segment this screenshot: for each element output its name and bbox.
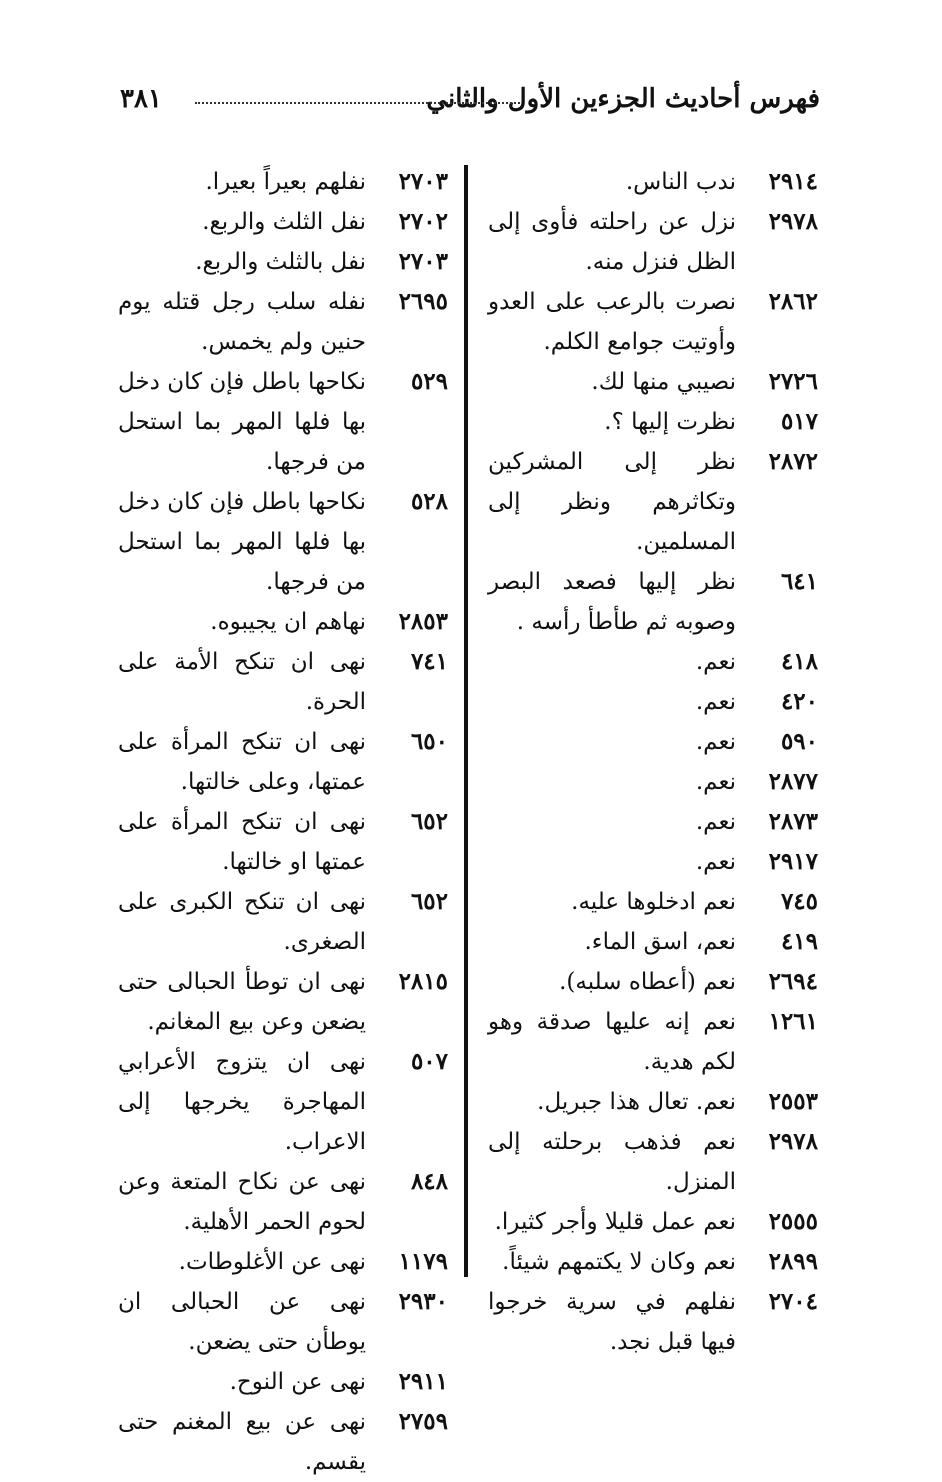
hadith-text: نعم. تعال هذا جبريل. — [537, 1089, 736, 1115]
hadith-number: ٥١٧ — [780, 408, 818, 435]
index-entry — [118, 1162, 448, 1242]
index-entry — [488, 922, 818, 962]
hadith-text: نعم. — [695, 809, 736, 835]
hadith-number: ٢٩٧٨ — [768, 208, 818, 235]
page-number: ٣٨١ — [120, 84, 162, 114]
index-entry — [488, 802, 818, 842]
hadith-text: نظرت إليها ؟. — [604, 409, 736, 435]
index-entry — [488, 1002, 818, 1082]
index-entry — [118, 1282, 448, 1362]
hadith-text: نفلهم بعيراً بعيرا. — [205, 169, 366, 195]
hadith-text: نهى ان تنكح الكبرى على الصغرى. — [118, 889, 366, 955]
index-entry — [118, 882, 448, 962]
index-entry — [488, 842, 818, 882]
hadith-number: ٦٥٠ — [410, 728, 448, 755]
hadith-number: ٥٢٩ — [410, 368, 448, 395]
hadith-text: نهى ان توطأ الحبالى حتى يضعن وعن بيع المغانم. — [118, 969, 366, 1035]
hadith-number: ٢٨٩٩ — [768, 1248, 818, 1275]
hadith-number: ٢٨٧٣ — [768, 808, 818, 835]
index-entry — [118, 282, 448, 362]
index-entry — [488, 1282, 818, 1362]
hadith-number: ٧٤١ — [410, 648, 448, 675]
hadith-number: ١٢٦١ — [768, 1008, 818, 1035]
hadith-text: نعم. — [695, 849, 736, 875]
hadith-text: نهى عن الأغلوطات. — [178, 1249, 366, 1275]
hadith-number: ٢٧٠٣ — [398, 168, 448, 195]
column-divider — [464, 165, 468, 1277]
index-entry — [118, 1242, 448, 1282]
index-entry — [488, 1242, 818, 1282]
index-entry — [118, 482, 448, 602]
hadith-text: نعم إنه عليها صدقة وهو لكم هدية. — [488, 1009, 736, 1075]
hadith-text: نهى ان تنكح المرأة على عمتها او خالتها. — [118, 809, 366, 875]
hadith-text: نعم. — [695, 729, 736, 755]
hadith-number: ٢٧٠٣ — [398, 248, 448, 275]
hadith-text: نعم عمل قليلا وأجر كثيرا. — [494, 1209, 736, 1235]
hadith-number: ٤١٩ — [780, 928, 818, 955]
hadith-text: نفله سلب رجل قتله يوم حنين ولم يخمس. — [118, 289, 366, 355]
hadith-text: ندب الناس. — [625, 169, 736, 195]
index-entry — [118, 642, 448, 722]
index-entry — [118, 242, 448, 282]
hadith-number: ٦٥٢ — [410, 808, 448, 835]
index-entry — [488, 682, 818, 722]
index-entry — [488, 642, 818, 682]
hadith-number: ٧٤٥ — [780, 888, 818, 915]
index-entry — [488, 762, 818, 802]
hadith-text: نفل الثلث والربع. — [202, 209, 366, 235]
hadith-number: ٢٥٥٥ — [768, 1208, 818, 1235]
index-entry — [488, 562, 818, 642]
hadith-number: ٤٢٠ — [780, 688, 818, 715]
index-entry — [118, 1402, 448, 1482]
hadith-text: نظر إليها فصعد البصر وصوبه ثم طأطأ رأسه . — [488, 569, 736, 635]
index-entry — [488, 162, 818, 202]
header-dotted-leader — [195, 102, 520, 104]
hadith-number: ٢٧٠٤ — [768, 1288, 818, 1315]
index-entry — [118, 1362, 448, 1402]
hadith-number: ٢٩١٤ — [768, 168, 818, 195]
hadith-text: نهاهم ان يجيبوه. — [210, 609, 366, 635]
hadith-number: ٢٥٥٣ — [768, 1088, 818, 1115]
index-entry — [118, 802, 448, 882]
hadith-text: نهى عن نكاح المتعة وعن لحوم الحمر الأهلية. — [118, 1169, 366, 1235]
index-entry — [488, 722, 818, 762]
index-entry — [118, 202, 448, 242]
index-column-right — [488, 162, 818, 1362]
hadith-text: نهى ان يتزوج الأعرابي المهاجرة يخرجها إلى الاعراب. — [118, 1049, 366, 1155]
hadith-number: ٨٤٨ — [410, 1168, 448, 1195]
hadith-number: ٢٩١٧ — [768, 848, 818, 875]
hadith-number: ٥٠٧ — [410, 1048, 448, 1075]
index-entry — [118, 162, 448, 202]
index-entry — [488, 1122, 818, 1202]
hadith-text: نكاحها باطل فإن كان دخل بها فلها المهر بما استحل من فرجها. — [118, 489, 366, 595]
hadith-text: نفل بالثلث والربع. — [195, 249, 366, 275]
hadith-number: ٢٧٢٦ — [768, 368, 818, 395]
page-header — [110, 78, 820, 122]
index-entry — [488, 442, 818, 562]
hadith-number: ٢٦٩٤ — [768, 968, 818, 995]
hadith-text: نعم. — [695, 689, 736, 715]
hadith-number: ٢٨١٥ — [398, 968, 448, 995]
hadith-number: ٦٤١ — [780, 568, 818, 595]
index-entry — [118, 962, 448, 1042]
hadith-number: ٦٥٢ — [410, 888, 448, 915]
hadith-number: ٢٧٥٩ — [398, 1408, 448, 1435]
hadith-text: نصيبي منها لك. — [591, 369, 736, 395]
hadith-text: نعم فذهب برحلته إلى المنزل. — [488, 1129, 736, 1195]
hadith-text: نزل عن راحلته فأوى إلى الظل فنزل منه. — [488, 209, 736, 275]
hadith-number: ٢٩٣٠ — [398, 1288, 448, 1315]
hadith-number: ٢٩١١ — [398, 1368, 448, 1395]
header-title: فهرس أحاديث الجزءين الأول والثاني — [426, 84, 820, 114]
hadith-text: نعم ادخلوها عليه. — [571, 889, 736, 915]
hadith-number: ٥٢٨ — [410, 488, 448, 515]
index-column-left — [118, 162, 448, 1482]
index-entry — [488, 962, 818, 1002]
hadith-number: ٢٨٦٢ — [768, 288, 818, 315]
hadith-text: نظر إلى المشركين وتكاثرهم ونظر إلى المسلمين. — [488, 449, 736, 555]
index-entry — [118, 722, 448, 802]
hadith-text: نعم (أعطاه سلبه). — [559, 969, 736, 995]
index-entry — [488, 402, 818, 442]
hadith-text: نهى عن النوح. — [229, 1369, 366, 1395]
hadith-number: ٢٦٩٥ — [398, 288, 448, 315]
index-entry — [118, 1042, 448, 1162]
hadith-number: ٢٨٧٢ — [768, 448, 818, 475]
index-entry — [488, 1082, 818, 1122]
hadith-number: ٢٩٧٨ — [768, 1128, 818, 1155]
hadith-text: نعم، اسق الماء. — [584, 929, 736, 955]
hadith-text: نهى عن الحبالى ان يوطأن حتى يضعن. — [118, 1289, 366, 1355]
hadith-number: ٢٨٥٣ — [398, 608, 448, 635]
hadith-number: ٢٧٠٢ — [398, 208, 448, 235]
hadith-text: نعم. — [695, 769, 736, 795]
hadith-text: نهى ان تنكح المرأة على عمتها، وعلى خالتها. — [118, 729, 366, 795]
hadith-text: نهى عن بيع المغنم حتى يقسم. — [118, 1409, 366, 1475]
hadith-number: ٥٩٠ — [780, 728, 818, 755]
index-entry — [488, 282, 818, 362]
index-entry — [488, 1202, 818, 1242]
index-entry — [118, 602, 448, 642]
index-entry — [488, 202, 818, 282]
hadith-text: نكاحها باطل فإن كان دخل بها فلها المهر بما استحل من فرجها. — [118, 369, 366, 475]
index-entry — [118, 362, 448, 482]
hadith-text: نعم. — [695, 649, 736, 675]
hadith-text: نفلهم في سرية خرجوا فيها قبل نجد. — [488, 1289, 736, 1355]
hadith-text: نصرت بالرعب على العدو وأوتيت جوامع الكلم. — [488, 289, 736, 355]
hadith-number: ٤١٨ — [780, 648, 818, 675]
hadith-number: ٢٨٧٧ — [768, 768, 818, 795]
hadith-number: ١١٧٩ — [398, 1248, 448, 1275]
hadith-text: نهى ان تنكح الأمة على الحرة. — [118, 649, 366, 715]
hadith-text: نعم وكان لا يكتمهم شيئاً. — [502, 1249, 736, 1275]
index-entry — [488, 362, 818, 402]
index-entry — [488, 882, 818, 922]
